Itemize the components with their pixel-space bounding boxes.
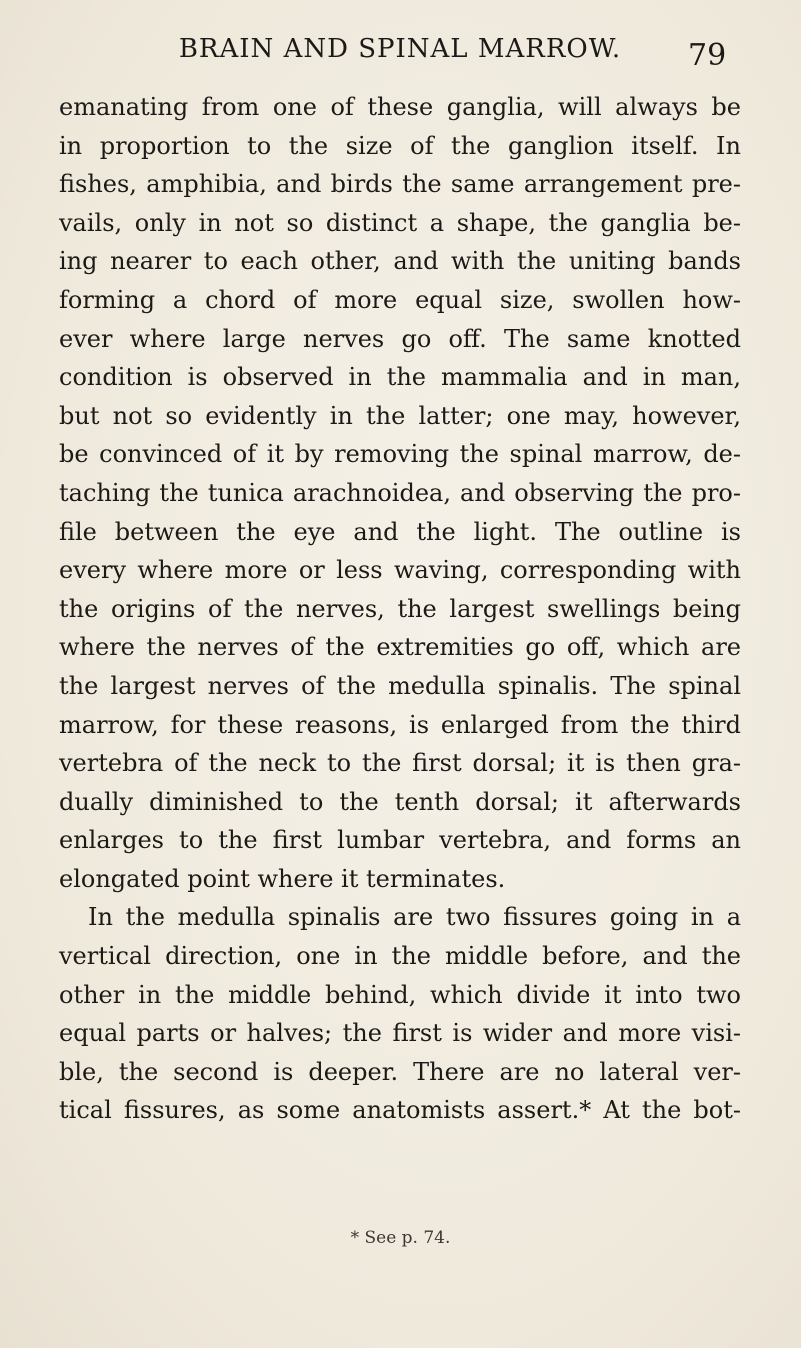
text-line: other in the middle behind, which divide it into two xyxy=(59,980,741,1009)
text-line: be convinced of it by removing the spinal marrow, de- xyxy=(59,440,741,469)
text-line: vails, only in not so distinct a shape, the ganglia be- xyxy=(59,208,741,237)
text-line: equal parts or halves; the first is wider and more visi- xyxy=(59,1019,741,1048)
paragraph-end-line: elongated point where it terminates. xyxy=(59,864,506,893)
text-line: vertebra of the neck to the first dorsal; it is then gra- xyxy=(59,749,741,778)
paragraph-start-line: In the medulla spinalis are two fissures going in a xyxy=(88,903,741,932)
text-line: forming a chord of more equal size, swollen how- xyxy=(59,285,741,314)
text-line: where the nerves of the extremities go off, which are xyxy=(59,633,741,662)
text-line: fishes, amphibia, and birds the same arrangement pre- xyxy=(59,170,741,199)
text-line: enlarges to the first lumbar vertebra, and forms an xyxy=(59,826,741,855)
text-line: taching the tunica arachnoidea, and observing the pro- xyxy=(59,478,741,507)
text-line: vertical direction, one in the middle before, and the xyxy=(59,942,741,971)
text-line: tical fissures, as some anatomists assert.* At the bot- xyxy=(59,1096,741,1125)
body-text xyxy=(59,88,741,1130)
text-line: ever where large nerves go off. The same knotted xyxy=(59,324,741,353)
text-line: condition is observed in the mammalia and in man, xyxy=(59,363,741,392)
text-line: the largest nerves of the medulla spinalis. The spinal xyxy=(59,671,741,700)
text-line: the origins of the nerves, the largest swellings being xyxy=(59,594,741,623)
text-line: file between the eye and the light. The outline is xyxy=(59,517,741,546)
text-line: ble, the second is deeper. There are no lateral ver- xyxy=(59,1057,741,1086)
text-line: in proportion to the size of the ganglion itself. In xyxy=(59,131,741,160)
page-number: 79 xyxy=(688,38,727,73)
text-line: marrow, for these reasons, is enlarged from the third xyxy=(59,710,741,739)
text-line: but not so evidently in the latter; one may, however, xyxy=(59,401,741,430)
text-line: emanating from one of these ganglia, will always be xyxy=(59,93,741,121)
footnote: * See p. 74. xyxy=(350,1228,451,1248)
text-line: every where more or less waving, corresponding with xyxy=(59,556,741,585)
text-line: dually diminished to the tenth dorsal; it afterwards xyxy=(59,787,741,816)
running-head: BRAIN AND SPINAL MARROW. xyxy=(178,34,622,64)
text-line: ing nearer to each other, and with the uniting bands xyxy=(59,247,741,276)
